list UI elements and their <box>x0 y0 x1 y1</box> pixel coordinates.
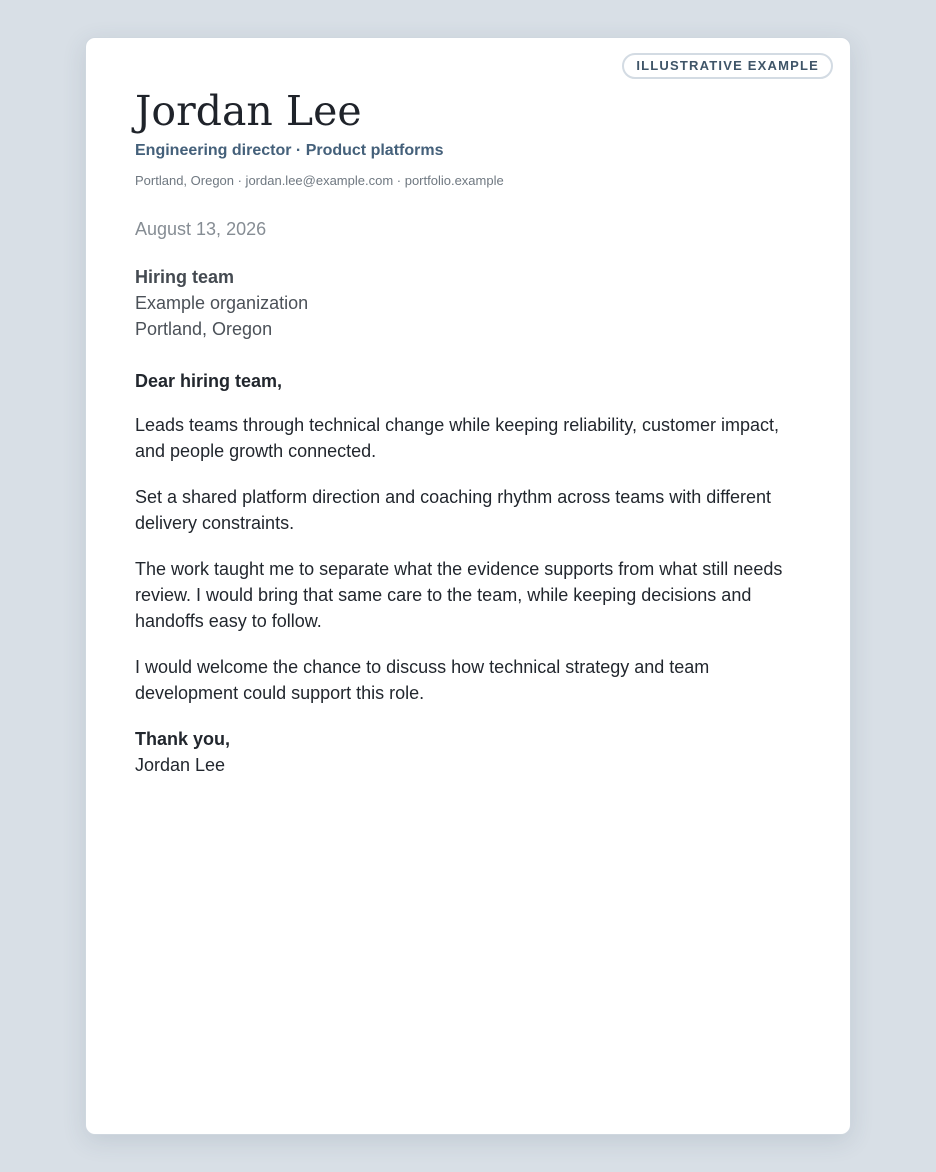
letter-date: August 13, 2026 <box>135 219 267 239</box>
body-paragraph: Set a shared platform direction and coaching rhythm across teams with different delivery constraints. <box>135 487 771 533</box>
body-paragraph: I would welcome the chance to discuss how technical strategy and team development could support this role. <box>135 657 710 703</box>
sender-contact: Portland, Oregon · jordan.lee@example.com · portfolio.example <box>135 173 504 188</box>
sender-name: Jordan Lee <box>135 87 362 135</box>
recipient-block <box>135 264 308 342</box>
recipient-location: Portland, Oregon <box>135 319 273 339</box>
recipient-organization: Example organization <box>135 293 309 313</box>
closing: Thank you, <box>135 729 231 749</box>
sender-title: Engineering director · Product platforms <box>135 142 444 159</box>
body-paragraph: Leads teams through technical change while keeping reliability, customer impact, and people growth connected. <box>135 415 780 461</box>
recipient-name: Hiring team <box>135 267 235 287</box>
salutation: Dear hiring team, <box>135 371 283 391</box>
body-paragraph: The work taught me to separate what the evidence supports from what still needs review. I would bring that same care to the team, while keeping decisions and handoffs easy to follow. <box>135 559 783 631</box>
illustrative-example-badge: ILLUSTRATIVE EXAMPLE <box>622 53 833 79</box>
letter-body <box>135 368 807 778</box>
letter-page <box>85 37 851 1135</box>
signature: Jordan Lee <box>135 755 226 775</box>
